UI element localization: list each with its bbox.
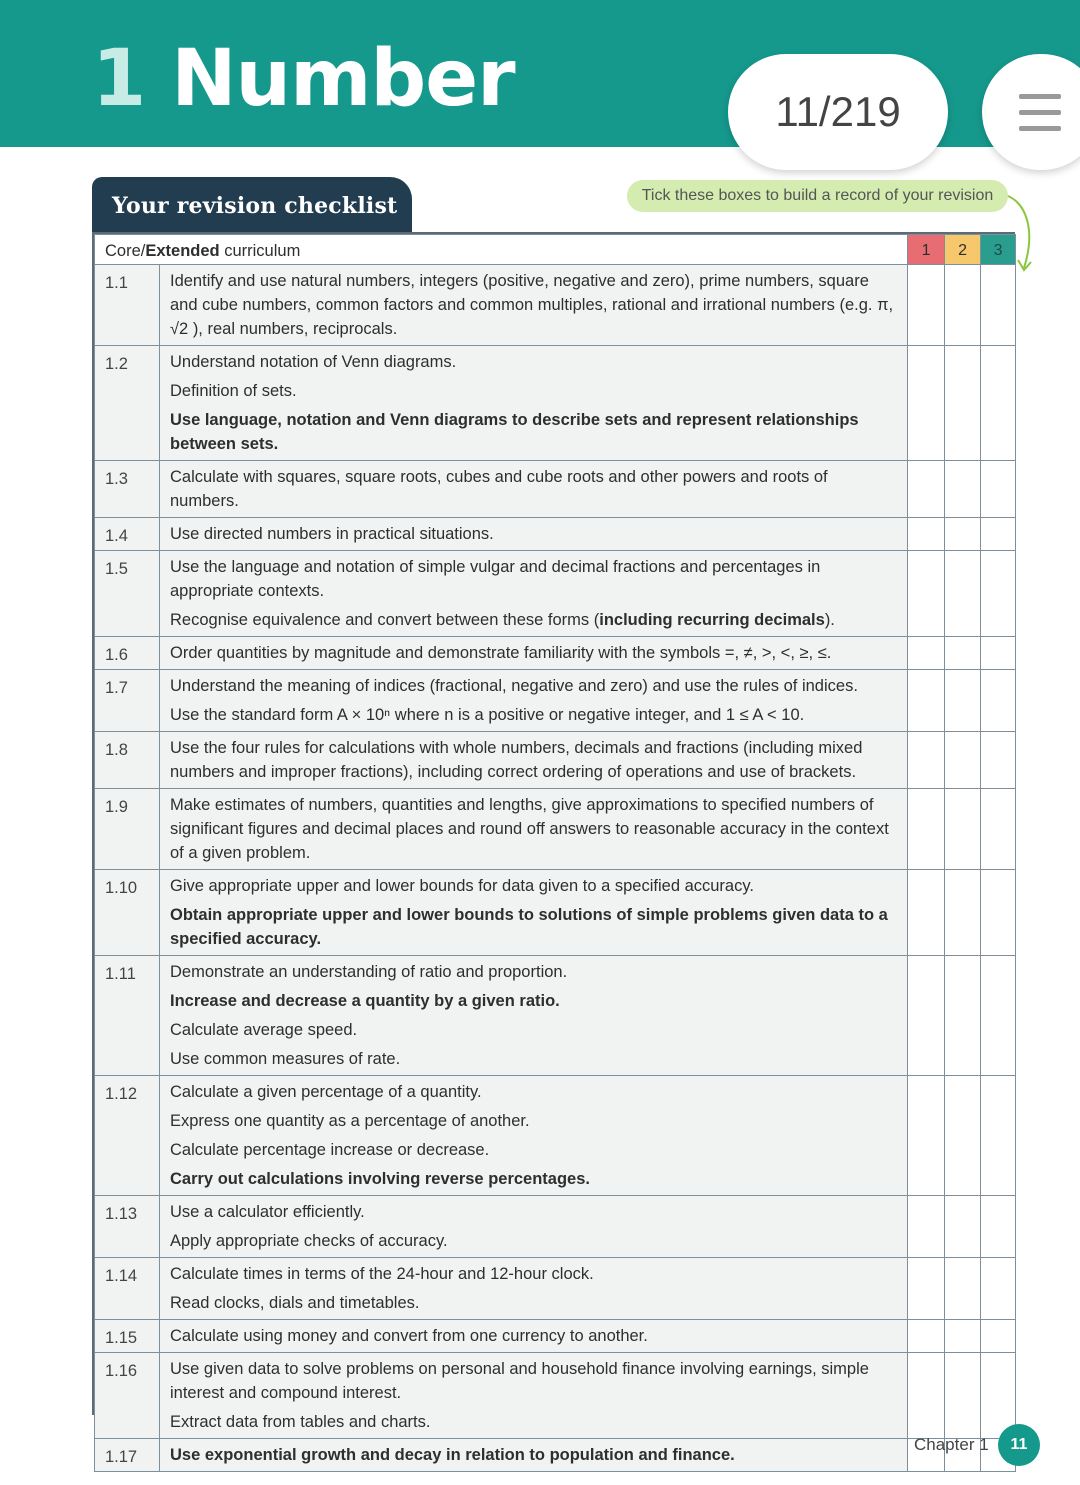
revision-checkbox-2[interactable] [945, 956, 981, 1076]
topic-line: Read clocks, dials and timetables. [170, 1294, 420, 1312]
revision-checkbox-2[interactable] [945, 1320, 981, 1353]
revision-checkbox-3[interactable] [981, 265, 1016, 346]
hamburger-menu-icon[interactable] [982, 54, 1080, 170]
topic-number: 1.14 [95, 1258, 160, 1320]
revision-checkbox-2[interactable] [945, 1258, 981, 1320]
topic-description [160, 461, 908, 518]
curriculum-label [95, 235, 908, 265]
revision-checkbox-3[interactable] [981, 956, 1016, 1076]
topic-number: 1.9 [95, 789, 160, 870]
revision-checkbox-3[interactable] [981, 670, 1016, 732]
revision-checkbox-1[interactable] [908, 1320, 945, 1353]
topic-description [160, 518, 908, 551]
topic-number: 1.8 [95, 732, 160, 789]
revision-checkbox-1[interactable] [908, 518, 945, 551]
topic-number: 1.3 [95, 461, 160, 518]
revision-checkbox-3[interactable] [981, 789, 1016, 870]
topic-line: Increase and decrease a quantity by a given ratio. [170, 992, 560, 1010]
revision-checkbox-1[interactable] [908, 346, 945, 461]
menu-bar [1019, 126, 1061, 131]
footer-chapter-label: Chapter 1 [914, 1435, 989, 1454]
revision-checkbox-2[interactable] [945, 1353, 981, 1439]
revision-checkbox-3[interactable] [981, 1320, 1016, 1353]
revision-checkbox-1[interactable] [908, 461, 945, 518]
topic-description [160, 870, 908, 956]
topic-description [160, 1353, 908, 1439]
topic-description [160, 346, 908, 461]
checklist-row [95, 461, 1016, 518]
topic-description [160, 637, 908, 670]
curriculum-bold: Extended [145, 242, 220, 260]
revision-checkbox-3[interactable] [981, 461, 1016, 518]
topic-line: Use the language and notation of simple vulgar and decimal fractions and percentages in appropriate contexts. [170, 558, 821, 600]
topic-line: Demonstrate an understanding of ratio and proportion. [170, 963, 568, 981]
topic-line: Use a calculator efficiently. [170, 1203, 365, 1221]
revision-checkbox-2[interactable] [945, 265, 981, 346]
checklist-row [95, 518, 1016, 551]
checklist-row [95, 1439, 1016, 1472]
topic-line: Definition of sets. [170, 382, 297, 400]
topic-line: Use language, notation and Venn diagrams to describe sets and represent relationships between sets. [170, 411, 859, 453]
topic-description [160, 551, 908, 637]
revision-checkbox-1[interactable] [908, 870, 945, 956]
topic-line: Identify and use natural numbers, integers (positive, negative and zero), prime numbers, square and cube numbers, common factors and common multiples, rational and irrational numbers (e.g. π, √2 ), real numbers, reciprocals. [170, 272, 894, 338]
topic-line: Use given data to solve problems on personal and household finance involving earnings, simple interest and compound interest. [170, 1360, 869, 1402]
topic-line: Order quantities by magnitude and demonstrate familiarity with the symbols =, ≠, >, <, ≥, ≤. [170, 644, 832, 662]
chapter-title-text: Number [171, 34, 515, 124]
checklist-row [95, 670, 1016, 732]
topic-description [160, 265, 908, 346]
revision-checkbox-2[interactable] [945, 789, 981, 870]
checklist-row [95, 1353, 1016, 1439]
topic-description [160, 1320, 908, 1353]
checklist-row [95, 637, 1016, 670]
checklist-row [95, 732, 1016, 789]
topic-line: Use the four rules for calculations with whole numbers, decimals and fractions (including mixed numbers and improper fractions), including correct ordering of operations and use of brackets. [170, 739, 863, 781]
topic-line-bold: including recurring decimals [599, 611, 825, 629]
topic-description [160, 732, 908, 789]
checklist-row [95, 1196, 1016, 1258]
topic-number: 1.4 [95, 518, 160, 551]
curriculum-prefix: Core/ [105, 242, 146, 260]
revision-checkbox-1[interactable] [908, 551, 945, 637]
revision-checkbox-2[interactable] [945, 461, 981, 518]
revision-checkbox-2[interactable] [945, 346, 981, 461]
topic-line: Use exponential growth and decay in relation to population and finance. [170, 1446, 735, 1464]
revision-checkbox-1[interactable] [908, 732, 945, 789]
revision-checkbox-1[interactable] [908, 1196, 945, 1258]
topic-line: Understand the meaning of indices (fractional, negative and zero) and use the rules of indices. [170, 677, 858, 695]
revision-checkbox-3[interactable] [981, 1258, 1016, 1320]
revision-checkbox-2[interactable] [945, 637, 981, 670]
topic-line: Make estimates of numbers, quantities and lengths, give approximations to specified numbers of significant figures and decimal places and round off answers to reasonable accuracy in the context of a given problem. [170, 796, 889, 862]
topic-number: 1.5 [95, 551, 160, 637]
tick-note: Tick these boxes to build a record of your revision [627, 180, 1008, 212]
topic-line [170, 608, 899, 632]
revision-checkbox-2[interactable] [945, 870, 981, 956]
topic-number: 1.7 [95, 670, 160, 732]
topic-number: 1.12 [95, 1076, 160, 1196]
topic-number: 1.15 [95, 1320, 160, 1353]
topic-line-suffix: ). [824, 611, 835, 629]
menu-bar [1019, 110, 1061, 115]
revision-column-2: 2 [945, 235, 981, 265]
topic-number: 1.17 [95, 1439, 160, 1472]
revision-checkbox-2[interactable] [945, 1076, 981, 1196]
revision-checkbox-1[interactable] [908, 1258, 945, 1320]
revision-checkbox-1[interactable] [908, 956, 945, 1076]
revision-checkbox-3[interactable] [981, 637, 1016, 670]
checklist-row [95, 551, 1016, 637]
page-number-badge: 11 [998, 1424, 1040, 1466]
table-header-row [95, 235, 1016, 265]
revision-checkbox-1[interactable] [908, 1353, 945, 1439]
revision-checkbox-1[interactable] [908, 1076, 945, 1196]
topic-line: Obtain appropriate upper and lower bounds to solutions of simple problems given data to a specified accuracy. [170, 906, 888, 948]
revision-checkbox-1[interactable] [908, 637, 945, 670]
topic-description [160, 1196, 908, 1258]
chapter-number: 1 [92, 34, 146, 124]
topic-line: Calculate average speed. [170, 1021, 358, 1039]
checklist-row [95, 956, 1016, 1076]
topic-line: Use the standard form A × 10ⁿ where n is a positive or negative integer, and 1 ≤ A < 10. [170, 706, 805, 724]
revision-checkbox-3[interactable] [981, 551, 1016, 637]
revision-checkbox-2[interactable] [945, 1196, 981, 1258]
revision-column-1: 1 [908, 235, 945, 265]
checklist-row [95, 789, 1016, 870]
topic-line: Calculate using money and convert from one currency to another. [170, 1327, 648, 1345]
revision-checkbox-3[interactable] [981, 346, 1016, 461]
topic-line: Apply appropriate checks of accuracy. [170, 1232, 448, 1250]
checklist-row [95, 1258, 1016, 1320]
revision-column-3: 3 [981, 235, 1016, 265]
revision-checkbox-3[interactable] [981, 732, 1016, 789]
topic-line: Use common measures of rate. [170, 1050, 401, 1068]
topic-description [160, 956, 908, 1076]
curriculum-suffix: curriculum [219, 242, 301, 260]
topic-line-text: Recognise equivalence and convert between these forms ( [170, 611, 600, 629]
revision-checkbox-2[interactable] [945, 670, 981, 732]
topic-number: 1.1 [95, 265, 160, 346]
checklist-title: Your revision checklist [92, 177, 412, 233]
topic-line: Express one quantity as a percentage of another. [170, 1112, 530, 1130]
topic-line: Give appropriate upper and lower bounds for data given to a specified accuracy. [170, 877, 754, 895]
revision-checkbox-1[interactable] [908, 789, 945, 870]
topic-line: Extract data from tables and charts. [170, 1413, 431, 1431]
revision-checkbox-3[interactable] [981, 518, 1016, 551]
topic-description [160, 1439, 908, 1472]
topic-number: 1.16 [95, 1353, 160, 1439]
topic-number: 1.11 [95, 956, 160, 1076]
checklist-row [95, 1076, 1016, 1196]
revision-checkbox-3[interactable] [981, 1076, 1016, 1196]
revision-checkbox-2[interactable] [945, 518, 981, 551]
topic-description [160, 789, 908, 870]
topic-description [160, 1076, 908, 1196]
revision-checkbox-2[interactable] [945, 551, 981, 637]
topic-line: Calculate percentage increase or decrease. [170, 1141, 490, 1159]
revision-checkbox-1[interactable] [908, 670, 945, 732]
topic-description [160, 1258, 908, 1320]
checklist-row [95, 1320, 1016, 1353]
topic-line: Use directed numbers in practical situations. [170, 525, 494, 543]
topic-number: 1.10 [95, 870, 160, 956]
checklist-row [95, 870, 1016, 956]
topic-line: Calculate a given percentage of a quantity. [170, 1083, 482, 1101]
chapter-title [92, 34, 515, 124]
topic-number: 1.6 [95, 637, 160, 670]
topic-line: Carry out calculations involving reverse percentages. [170, 1170, 590, 1188]
revision-checkbox-3[interactable] [981, 1196, 1016, 1258]
topic-line: Calculate with squares, square roots, cubes and cube roots and other powers and roots of numbers. [170, 468, 828, 510]
topic-description [160, 670, 908, 732]
topic-line: Understand notation of Venn diagrams. [170, 353, 457, 371]
checklist-row [95, 346, 1016, 461]
revision-checkbox-3[interactable] [981, 870, 1016, 956]
checklist-row [95, 265, 1016, 346]
revision-checkbox-1[interactable] [908, 265, 945, 346]
menu-bar [1019, 94, 1061, 99]
topic-number: 1.13 [95, 1196, 160, 1258]
topic-number: 1.2 [95, 346, 160, 461]
topic-line: Calculate times in terms of the 24-hour and 12-hour clock. [170, 1265, 594, 1283]
page-indicator[interactable]: 11/219 [728, 54, 948, 170]
revision-checkbox-2[interactable] [945, 732, 981, 789]
